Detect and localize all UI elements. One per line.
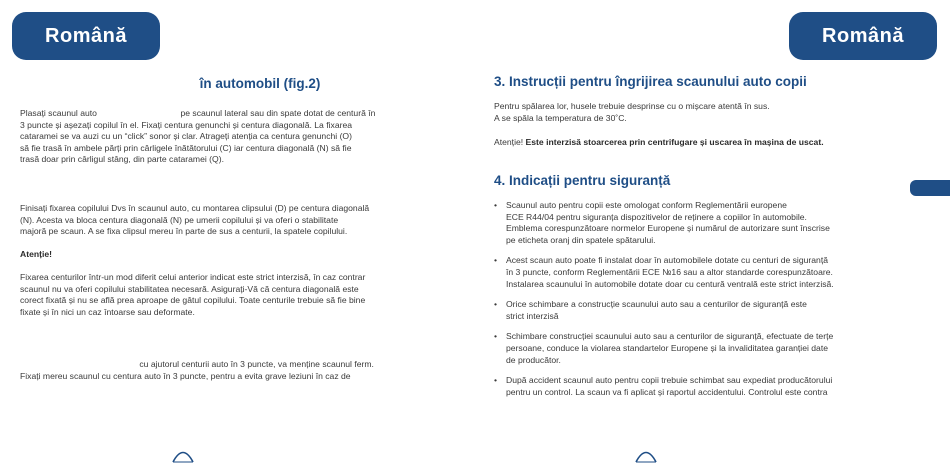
list-item	[494, 200, 914, 246]
text-line: • Schimbare construcției scaunului auto sau a centurilor de siguranță, efectuate de terțe	[506, 331, 834, 342]
text-line: de producător.	[506, 354, 561, 365]
attention-prefix: Atenție!	[494, 137, 526, 147]
paragraph-clip-fixing	[20, 203, 458, 238]
paragraph-belt-warning	[20, 272, 458, 318]
text-line: Fixarea centurilor într-un mod diferit celui anterior indicat este strict interzisă, în caz contrar	[20, 272, 366, 282]
text-line: • Scaunul auto pentru copii este omologat conform Reglementării europene	[506, 200, 787, 210]
paragraph-three-point-belt	[20, 359, 458, 382]
text-line: (N). Acesta va bloca centura diagonală (N) pe umerii copilului și va oferi o stabilitate	[20, 214, 339, 225]
text-line: • Acest scaun auto poate fi instalat doar în automobilele dotate cu centuri de siguranță	[506, 255, 828, 266]
list-item	[494, 299, 914, 322]
text-line: 3 puncte și așezați copilul în el. Fixați centura genunchi și centura diagonală. La fixarea	[20, 119, 353, 130]
text-line: Instalarea scaunului în automobile dotate doar cu centură ventrală este strict interzisă.	[506, 278, 834, 289]
text-line: trasă doar prin cârligul stâng, din parte cataramei (Q).	[20, 154, 224, 165]
text-line: scaunul nu va oferi copilului stabilitatea necesară. Asigurați-Vă că centura diagonală este	[20, 283, 359, 294]
text-line: cu ajutorul centurii auto în 3 puncte, va menține scaunul ferm.	[20, 359, 374, 369]
text-line: ECE R44/04 pentru siguranța dispozitivelor de reținere a copiilor în automobile.	[506, 211, 807, 222]
text-line: persoane, conduce la violarea standartelor Europene și la invaliditatea garanției date	[506, 342, 828, 353]
text-line: pe eticheta oranj din spatele spătarului.	[506, 234, 656, 245]
language-tab-left: Română	[12, 12, 160, 60]
paragraph-seat-placement	[20, 108, 458, 166]
text-line: • După accident scaunul auto pentru copii trebuie schimbat sau expediat producătorului	[506, 375, 833, 386]
left-page-heading: în automobil (fig.2)	[199, 76, 321, 91]
text-line: Fixați mereu scaunul cu centura auto în 3 puncte, pentru a evita grave leziuni în caz de	[20, 370, 351, 381]
text-line: cataramei se va auzi cu un “click” sonor și clar. Atrageți atenția ca centura genunchi (O)	[20, 131, 352, 142]
section-4-heading: 4. Indicații pentru siguranță	[494, 173, 671, 188]
text-line: Finisați fixarea copilului Dvs în scaunul auto, cu montarea clipsului (D) pe centura diagonală	[20, 203, 370, 213]
section-marker-tab	[910, 180, 950, 196]
section-3-attention	[494, 137, 894, 149]
text-line: în 3 puncte, conform Reglementării ECE №16 sau a altor standarde corespunzătoare.	[506, 266, 833, 277]
text-line: Emblema corespunzătoare normelor Europene și numărul de autorizare sunt înscrise	[506, 223, 830, 234]
attention-label: Atenție!	[20, 249, 52, 259]
section-3-heading: 3. Instrucții pentru îngrijirea scaunului auto copii	[494, 74, 807, 89]
list-item	[494, 331, 914, 366]
list-item	[494, 375, 914, 398]
list-item	[494, 255, 914, 290]
left-page	[20, 0, 458, 475]
text-line: pentru un control. La scaun va fi aplicat și raportul accidentului. Controlul este contra	[506, 386, 828, 397]
text-line: corect fixată și nu se află prea aproape de gâtul copilului. Toate centurile trebuie să fie bine	[20, 295, 366, 306]
section-3-paragraph	[494, 101, 894, 124]
text-line: strict interzisă	[506, 310, 559, 321]
text-line: • Orice schimbare a construcție scaunului auto sau a centurilor de siguranță este	[506, 299, 807, 310]
text-line: fixate și în nici un caz întoarse sau deformate.	[20, 306, 195, 317]
attention-bold-text: Este interzisă stoarcerea prin centrifugare și uscarea în mașina de uscat.	[525, 137, 824, 147]
text-line: majoră pe scaun. A se fixa clipsul mereu în parte de sus a centurii, la spatele copilului.	[20, 226, 348, 237]
arc-logo-icon	[171, 445, 195, 465]
text-line: Pentru spălarea lor, husele trebuie desprinse cu o mișcare atentă în sus.	[494, 101, 770, 111]
text-line: A se spăla la temperatura de 30˚C.	[494, 112, 627, 123]
text-line: Plasați scaunul auto pe scaunul lateral sau din spate dotat de centură în	[20, 108, 376, 118]
language-tab-right: Română	[789, 12, 937, 60]
arc-logo-icon	[634, 445, 658, 465]
right-page	[494, 0, 894, 475]
text-line: să fie trasă în ambele părți prin cârligele înătătorului (C) iar centura diagonală (N) să fie	[20, 142, 352, 153]
safety-bullet-list	[494, 200, 914, 407]
